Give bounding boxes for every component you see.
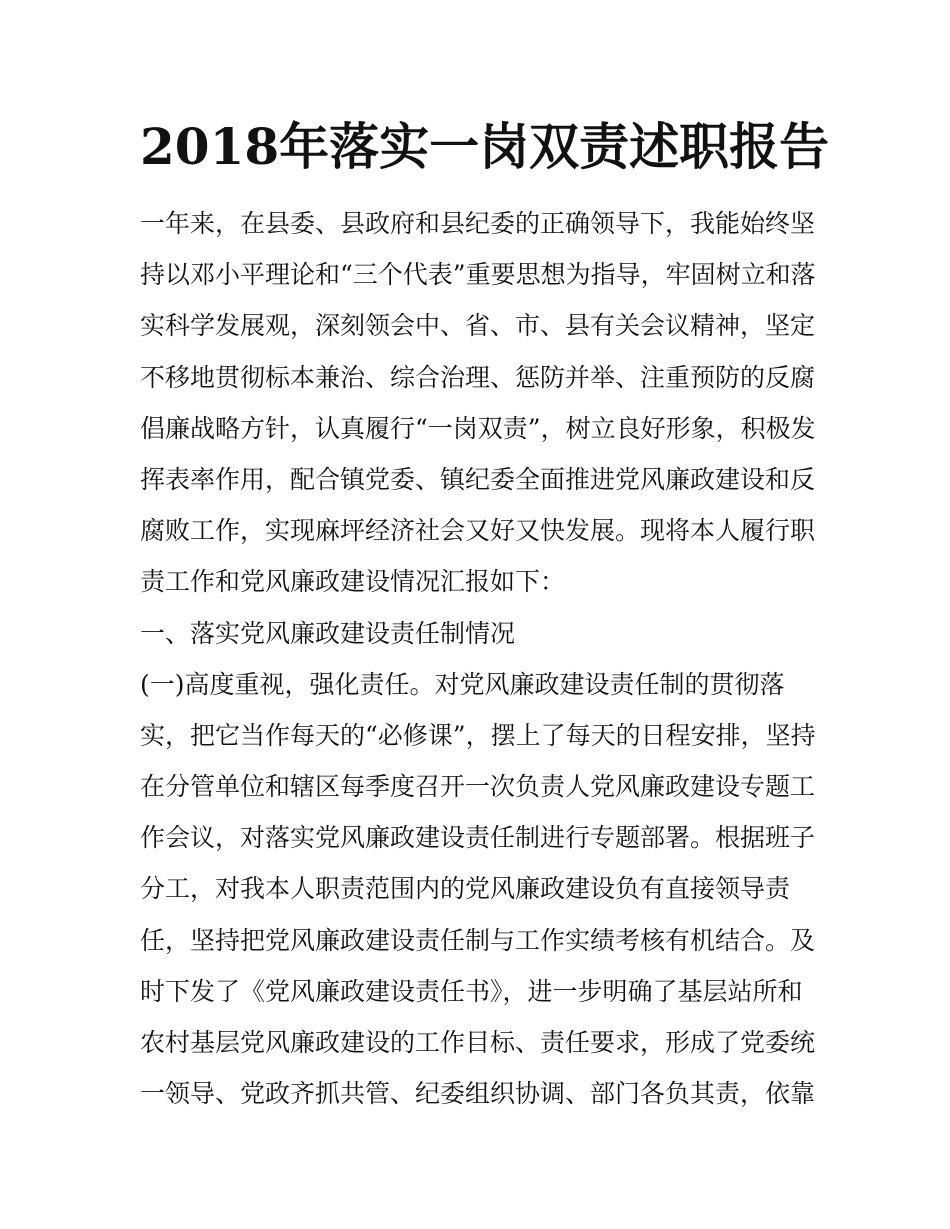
document-body <box>140 198 830 1119</box>
body-line: 一领导、党政齐抓共管、纪委组织协调、部门各负其责，依靠 <box>140 1079 816 1109</box>
body-line: 实，把它当作每天的“必修课”，摆上了每天的日程安排，坚持 <box>140 720 816 750</box>
body-line: 在分管单位和辖区每季度召开一次负责人党风廉政建设专题工 <box>140 772 816 802</box>
body-line: 分工，对我本人职责范围内的党风廉政建设负有直接领导责 <box>140 874 791 904</box>
body-line: 任，坚持把党风廉政建设责任制与工作实绩考核有机结合。及 <box>140 925 816 955</box>
document-title: 2018年落实一岗双责述职报告 <box>140 117 830 176</box>
body-line: 责工作和党风廉政建设情况汇报如下： <box>140 567 566 597</box>
body-line: (一)高度重视，强化责任。对党风廉政建设责任制的贯彻落 <box>140 669 785 699</box>
body-line: 持以邓小平理论和“三个代表”重要思想为指导，牢固树立和落 <box>140 260 816 290</box>
body-line: 腐败工作，实现麻坪经济社会又好又快发展。现将本人履行职 <box>140 516 816 546</box>
body-line: 实科学发展观，深刻领会中、省、市、县有关会议精神，坚定 <box>140 311 816 341</box>
body-line: 时下发了《党风廉政建设责任书》，进一步明确了基层站所和 <box>140 976 803 1006</box>
body-line: 作会议，对落实党风廉政建设责任制进行专题部署。根据班子 <box>140 823 816 853</box>
section-heading: 一、落实党风廉政建设责任制情况 <box>140 618 516 648</box>
body-line: 农村基层党风廉政建设的工作目标、责任要求，形成了党委统 <box>140 1028 816 1057</box>
body-line: 一年来，在县委、县政府和县纪委的正确领导下，我能始终坚 <box>140 209 816 238</box>
body-line: 不移地贯彻标本兼治、综合治理、惩防并举、注重预防的反腐 <box>140 362 816 392</box>
body-line: 倡廉战略方针，认真履行“一岗双责”，树立良好形象，积极发 <box>140 413 816 443</box>
body-line: 挥表率作用，配合镇党委、镇纪委全面推进党风廉政建设和反 <box>140 464 816 494</box>
